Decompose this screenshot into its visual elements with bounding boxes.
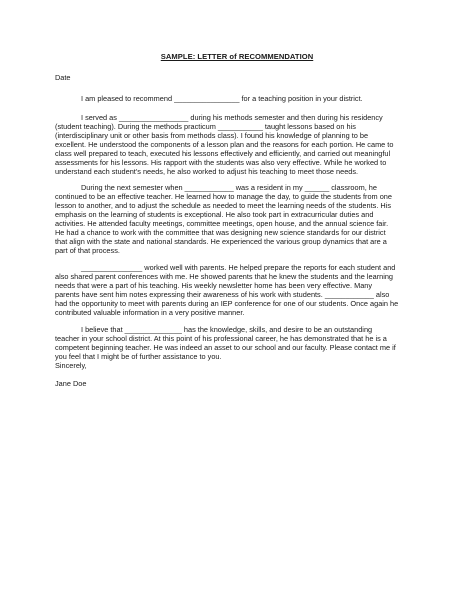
paragraph-1-line: I served as _________________ during his methods semester and then during his residency (81, 113, 383, 122)
paragraph-4-line: teacher in your school district. At this point of his professional career, he has demonstrated that he is a (55, 334, 387, 343)
paragraph-2-line: continued to be an effective teacher. He learned how to manage the day, to guide the students from one (55, 192, 392, 201)
paragraph-2-line: lesson to another, and to adjust the schedule as needed to meet the learning needs of the students. His (55, 201, 392, 210)
paragraph-4-line: competent beginning teacher. He was indeed an asset to our school and our faculty. Please contact me if (55, 343, 396, 352)
paragraph-3-line: needs that were a part of his teaching. His weekly newsletter home has been very effective. Many (55, 281, 373, 290)
paragraph-3-line: contributed valuable information in a very positive manner. (55, 308, 245, 317)
paragraph-3-line: had the opportunity to meet with parents during an IEP conference for one of our students. Once again he (55, 299, 399, 308)
paragraph-2-line: activities. He attended faculty meetings, committee meetings, open house, and the annual science fair. (55, 219, 389, 228)
paragraph-2-line: He had a chance to work with the committee that was designing new science standards for our district (55, 228, 386, 237)
paragraph-1-line: (interdisciplinary unit or other basis from methods class). I found his knowledge of planning to be (55, 131, 369, 140)
letter-title: SAMPLE: LETTER of RECOMMENDATION (160, 52, 314, 61)
paragraph-1-line: excellent. He understood the components of a lesson plan and the reasons for each portion. He came to (55, 140, 394, 149)
paragraph-4-line: I believe that ______________ has the knowledge, skills, and desire to be an outstanding (81, 325, 373, 334)
intro-line: I am pleased to recommend ________________ for a teaching position in your district. (81, 94, 363, 103)
closing: Sincerely, (55, 361, 87, 370)
paragraph-2-line: During the next semester when ____________ was a resident in my ______ classroom, he (81, 183, 377, 192)
paragraph-3-line: also shared parent conferences with me. He showed parents that he knew the students and the learning (55, 272, 394, 281)
date-label: Date (55, 73, 71, 82)
signature-name: Jane Doe (55, 379, 87, 388)
paragraph-4-line: you feel that I might be of further assistance to you. (55, 352, 222, 361)
paragraph-2-line: part of that process. (55, 246, 120, 255)
paragraph-1-line: class well prepared to teach, executed his lessons effectively and efficiently, and carried out meaningful (55, 149, 391, 158)
paragraph-3-line: _______________ worked well with parents. He helped prepare the reports for each student and (81, 263, 396, 272)
paragraph-2-line: that align with the state and national standards. He experienced the various group dynamics that are a (55, 237, 387, 246)
paragraph-3-line: parents have sent him notes expressing their awareness of his work with students. ____________ also (55, 290, 390, 299)
paragraph-1-line: assessments for his lessons. His rapport with the students was also very effective. While he worked to (55, 158, 387, 167)
paragraph-1-line: (student teaching). During the methods practicum ___________ taught lessons based on his (55, 122, 356, 131)
paragraph-1-line: understand each student's needs, he also worked to adjust his teaching to meet those needs. (55, 167, 359, 176)
paragraph-2-line: emphasis on the learning of students is exceptional. He also took part in extracurricular duties and (55, 210, 374, 219)
